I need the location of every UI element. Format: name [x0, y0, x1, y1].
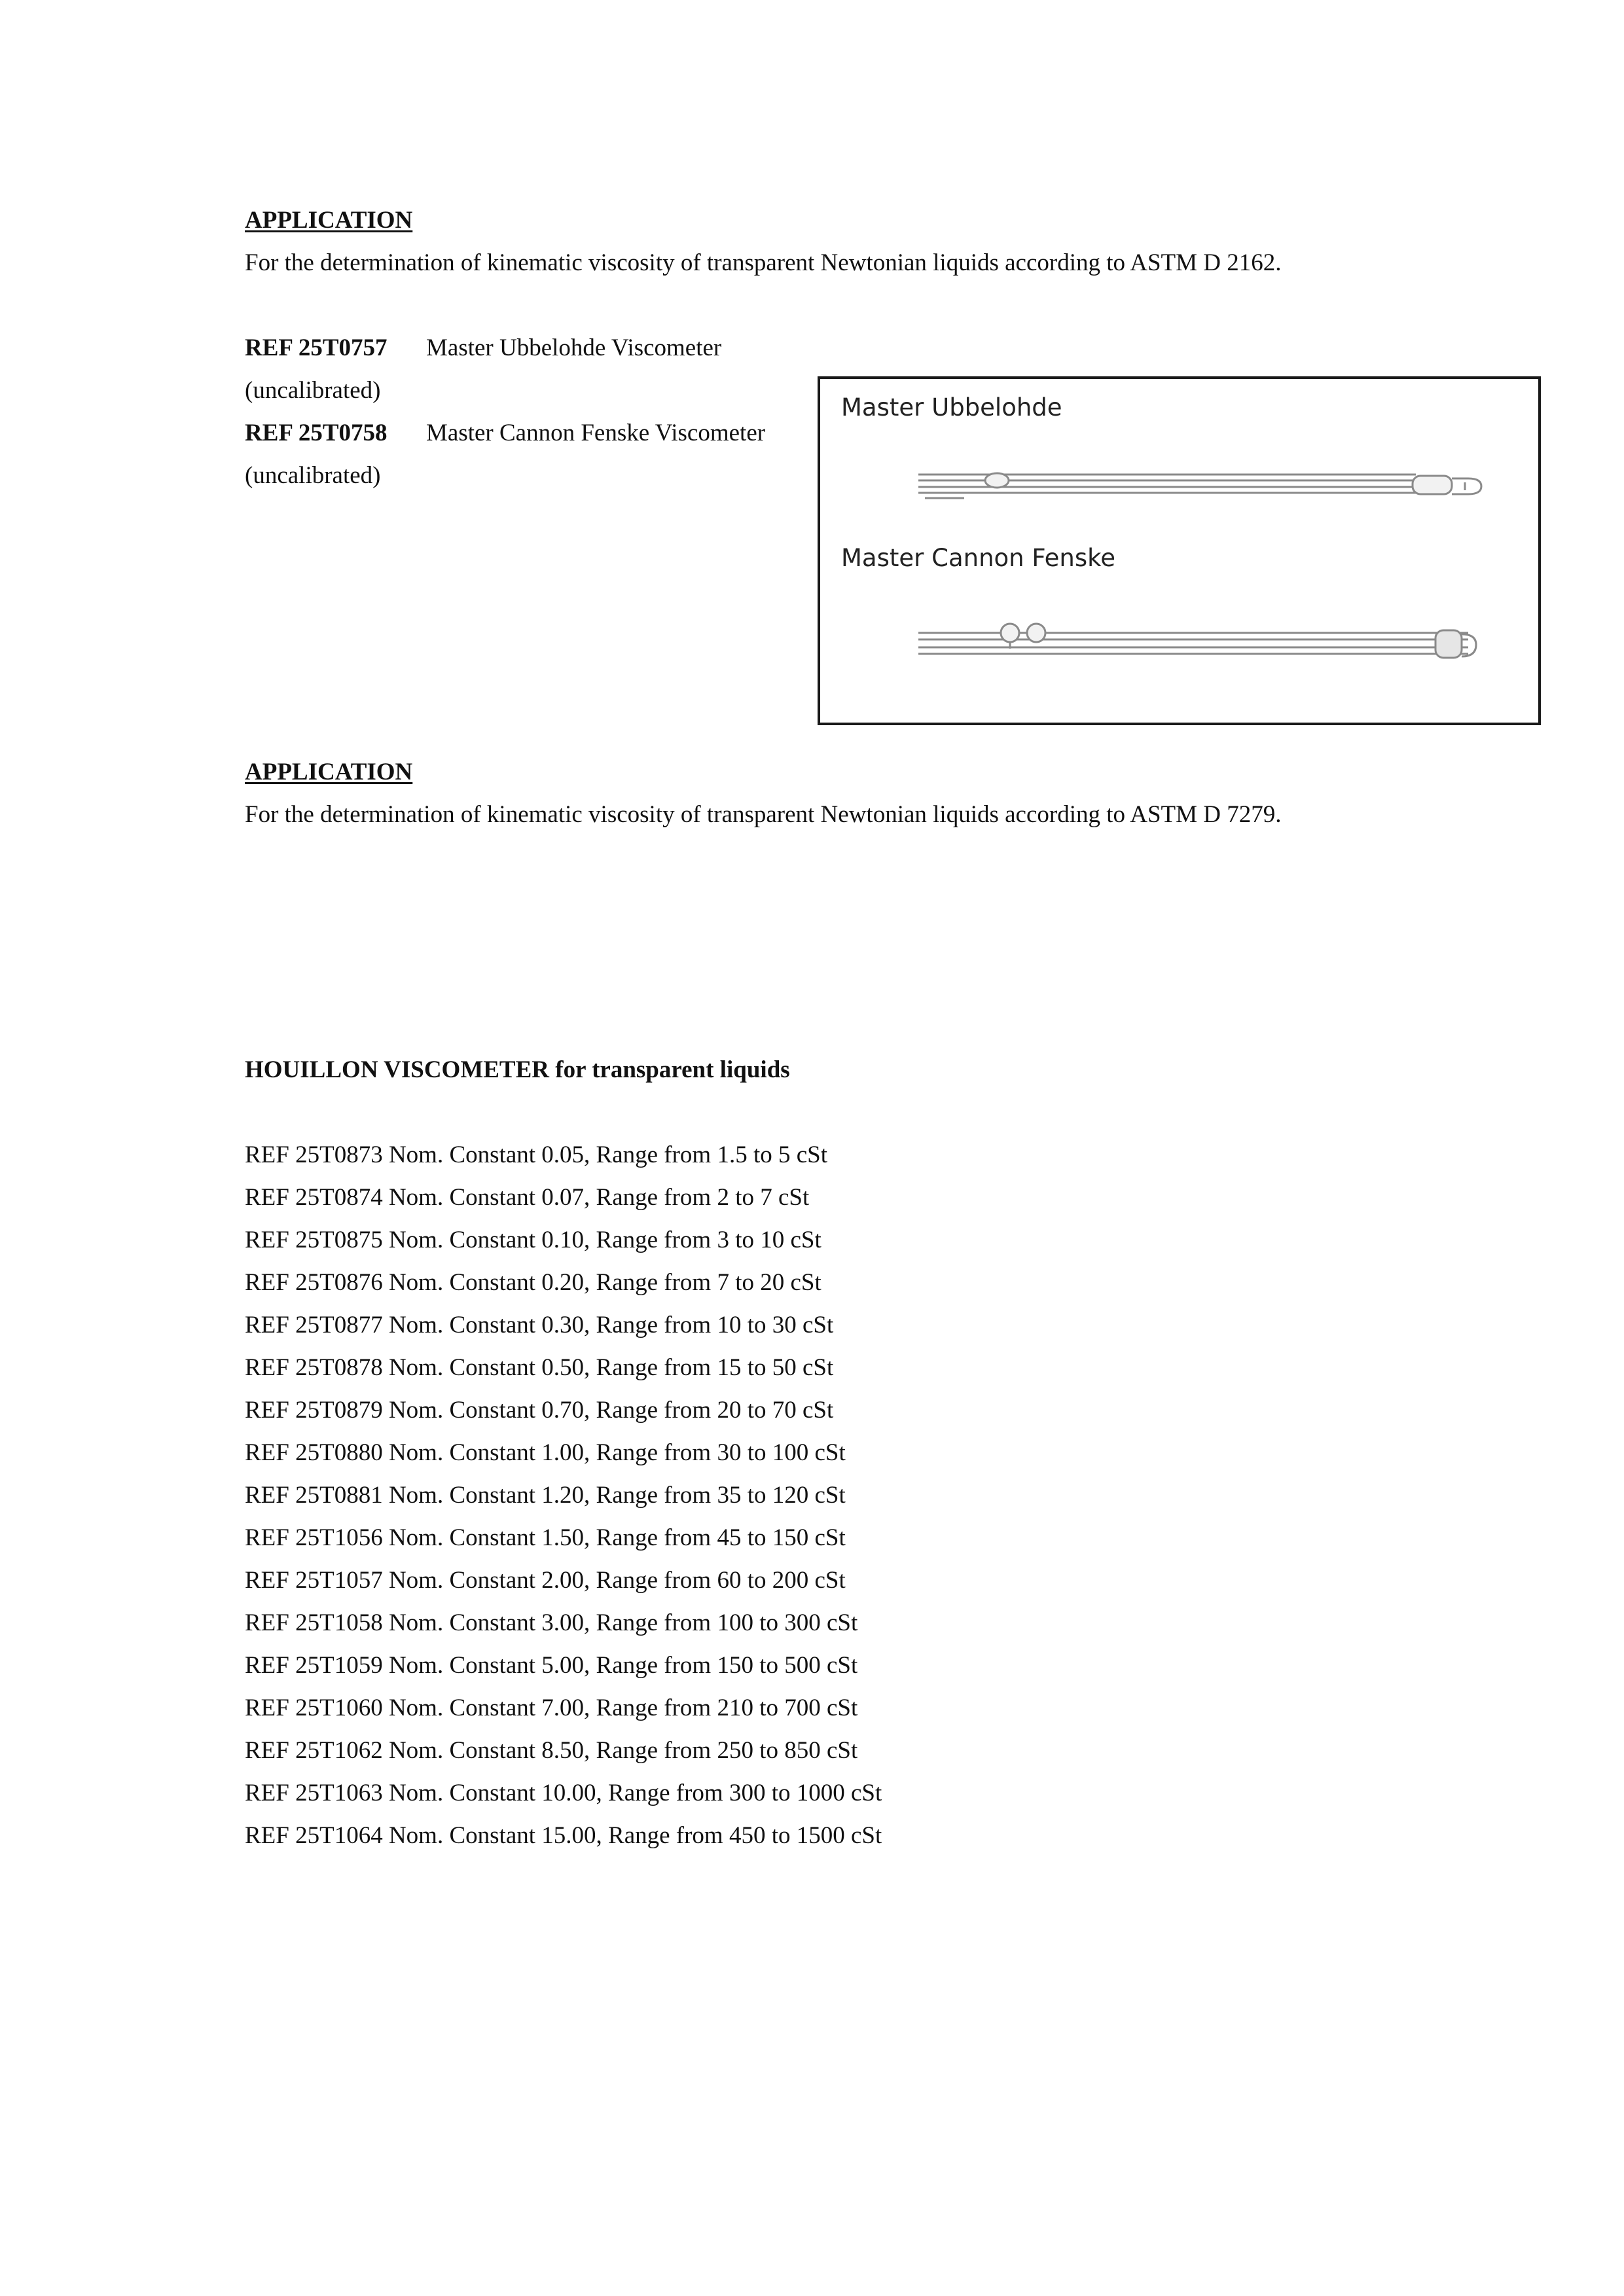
houillon-title-bold: HOUILLON VISCOMETER: [245, 1056, 549, 1083]
houillon-list-item: REF 25T1060 Nom. Constant 7.00, Range from 210 to 700 cSt: [245, 1695, 858, 1721]
ref-note-uncalibrated-1: (uncalibrated): [245, 377, 381, 404]
houillon-list-item: REF 25T0876 Nom. Constant 0.20, Range from 7 to 20 cSt: [245, 1269, 821, 1296]
houillon-list-item: REF 25T0881 Nom. Constant 1.20, Range from 35 to 120 cSt: [245, 1482, 846, 1509]
houillon-list-item: REF 25T1058 Nom. Constant 3.00, Range from 100 to 300 cSt: [245, 1609, 858, 1636]
houillon-list-item: REF 25T0880 Nom. Constant 1.00, Range from 30 to 100 cSt: [245, 1439, 846, 1466]
houillon-list-item: REF 25T1057 Nom. Constant 2.00, Range from 60 to 200 cSt: [245, 1567, 846, 1594]
houillon-list-item: REF 25T0878 Nom. Constant 0.50, Range from 15 to 50 cSt: [245, 1354, 834, 1381]
houillon-list-item: REF 25T0873 Nom. Constant 0.05, Range from 1.5 to 5 cSt: [245, 1141, 828, 1168]
ubbelohde-viscometer-drawing: [918, 464, 1494, 503]
figure-label-ubbelohde: Master Ubbelohde: [841, 393, 1062, 422]
houillon-list-item: REF 25T1063 Nom. Constant 10.00, Range from 300 to 1000 cSt: [245, 1780, 882, 1806]
houillon-title: [245, 1058, 790, 1082]
houillon-list-item: REF 25T1064 Nom. Constant 15.00, Range from 450 to 1500 cSt: [245, 1822, 882, 1849]
viscometer-figure: [818, 376, 1541, 725]
figure-label-cannon-fenske: Master Cannon Fenske: [841, 544, 1115, 572]
ref-code-25t0758: REF 25T0758: [245, 420, 388, 446]
ref-name-ubbelohde: Master Ubbelohde Viscometer: [426, 334, 722, 361]
houillon-list-item: REF 25T1062 Nom. Constant 8.50, Range from 250 to 850 cSt: [245, 1737, 858, 1764]
cannon-fenske-viscometer-drawing: [918, 620, 1494, 666]
ref-name-cannon-fenske: Master Cannon Fenske Viscometer: [426, 420, 766, 446]
houillon-list-item: REF 25T0877 Nom. Constant 0.30, Range from 10 to 30 cSt: [245, 1312, 834, 1338]
houillon-list-item: REF 25T0875 Nom. Constant 0.10, Range from 3 to 10 cSt: [245, 1227, 821, 1253]
ref-code-25t0757: REF 25T0757: [245, 334, 388, 361]
houillon-list-item: REF 25T1056 Nom. Constant 1.50, Range from 45 to 150 cSt: [245, 1524, 846, 1551]
houillon-list-item: REF 25T0879 Nom. Constant 0.70, Range from 20 to 70 cSt: [245, 1397, 834, 1424]
houillon-list-item: REF 25T1059 Nom. Constant 5.00, Range from 150 to 500 cSt: [245, 1652, 858, 1679]
application-heading-1: APPLICATION: [245, 207, 413, 234]
ref-note-uncalibrated-2: (uncalibrated): [245, 462, 381, 489]
application-text-2: For the determination of kinematic viscosity of transparent Newtonian liquids according to ASTM D 7279.: [245, 801, 1282, 828]
houillon-list-item: REF 25T0874 Nom. Constant 0.07, Range from 2 to 7 cSt: [245, 1184, 810, 1211]
application-heading-2: APPLICATION: [245, 759, 413, 785]
application-text-1: For the determination of kinematic viscosity of transparent Newtonian liquids according to ASTM D 2162.: [245, 249, 1282, 276]
houillon-title-rest: for transparent liquids: [549, 1056, 790, 1083]
